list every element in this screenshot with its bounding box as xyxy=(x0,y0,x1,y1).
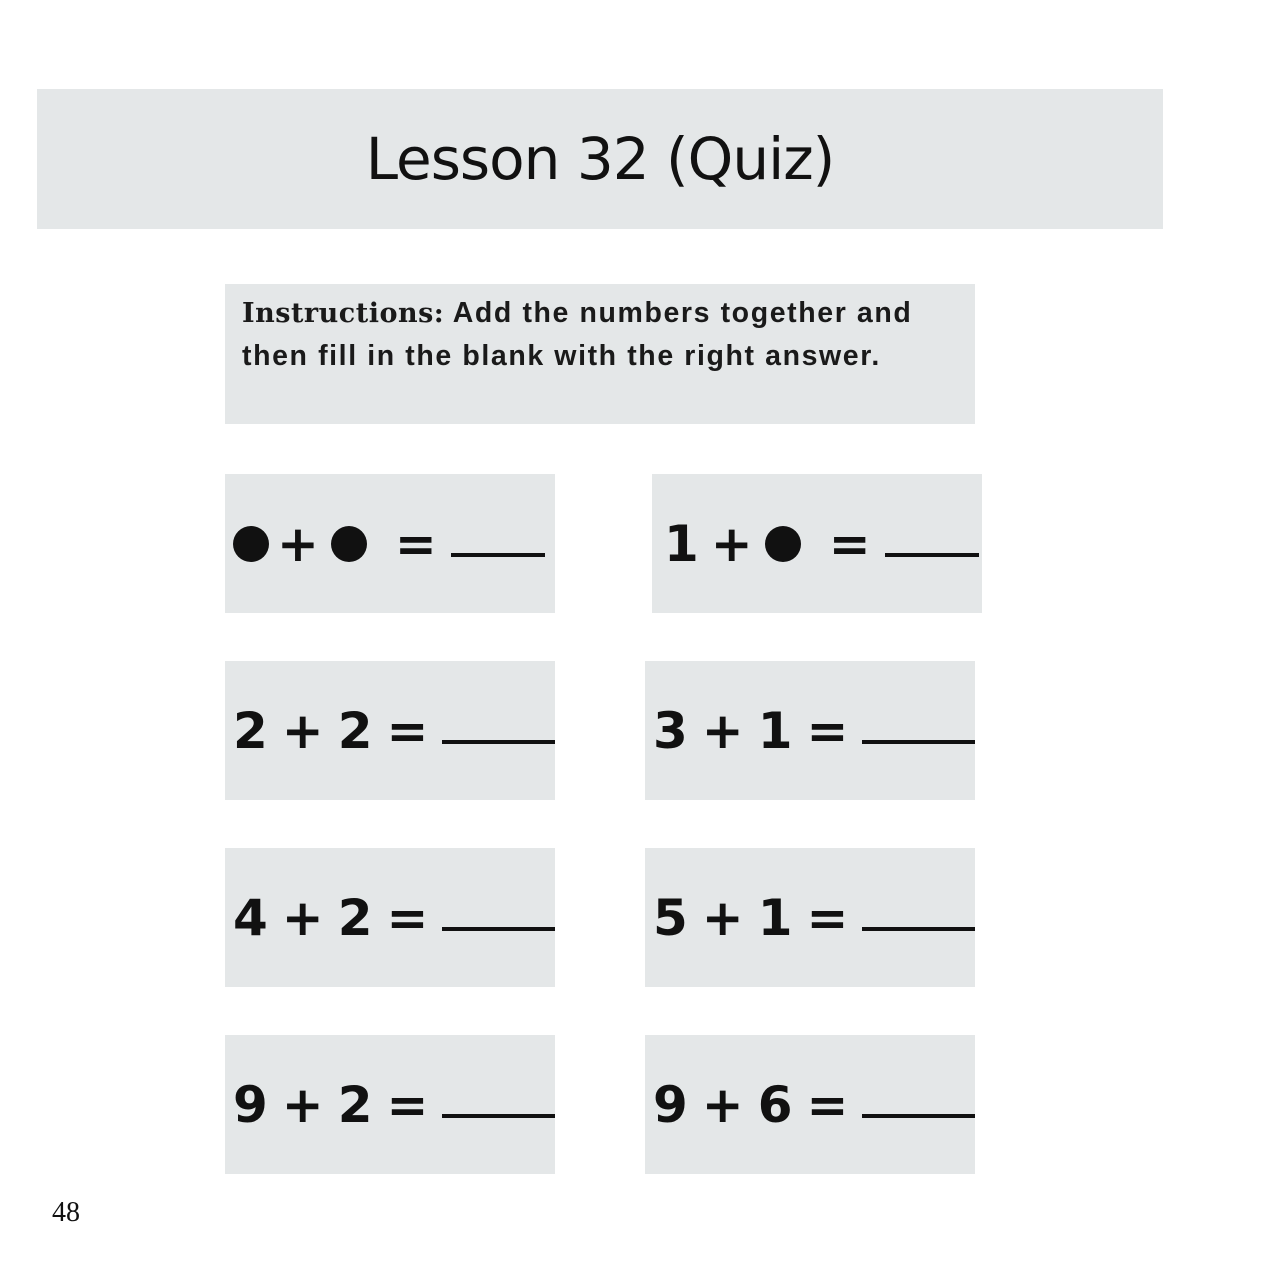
answer-blank[interactable] xyxy=(442,718,555,744)
plus-sign: + xyxy=(701,888,744,947)
instructions-text: Add the numbers together and then fill in the blank with the right answer. xyxy=(242,297,913,372)
right-operand: 6 xyxy=(757,1075,793,1134)
problem-8 xyxy=(645,1035,975,1174)
problem-1 xyxy=(225,474,555,613)
plus-sign: + xyxy=(277,514,319,573)
problem-4 xyxy=(645,661,975,800)
left-operand: 1 xyxy=(664,514,699,573)
page-number: 48 xyxy=(52,1197,80,1228)
plus-sign: + xyxy=(281,888,324,947)
problem-6 xyxy=(645,848,975,987)
answer-blank[interactable] xyxy=(862,1092,975,1118)
answer-blank[interactable] xyxy=(442,1092,555,1118)
dot-left xyxy=(233,526,269,562)
page-title: Lesson 32 (Quiz) xyxy=(365,125,835,193)
answer-blank[interactable] xyxy=(442,905,555,931)
left-operand: 3 xyxy=(653,701,688,760)
answer-blank[interactable] xyxy=(451,531,545,557)
instructions-label: Instructions: xyxy=(242,298,445,329)
equals-sign: = xyxy=(386,888,429,947)
instructions-box xyxy=(225,284,975,424)
plus-sign: + xyxy=(710,514,753,573)
equals-sign: = xyxy=(386,1075,429,1134)
right-operand: 2 xyxy=(337,701,373,760)
left-operand: 2 xyxy=(233,701,268,760)
left-operand: 4 xyxy=(233,888,268,947)
equals-sign: = xyxy=(828,514,871,573)
plus-sign: + xyxy=(281,701,324,760)
left-operand: 5 xyxy=(653,888,688,947)
equals-sign: = xyxy=(806,888,849,947)
dot-right xyxy=(765,526,801,562)
answer-blank[interactable] xyxy=(862,718,975,744)
problem-3 xyxy=(225,661,555,800)
left-operand: 9 xyxy=(653,1075,688,1134)
equals-sign: = xyxy=(394,514,437,573)
left-operand: 9 xyxy=(233,1075,268,1134)
right-operand: 1 xyxy=(757,888,793,947)
plus-sign: + xyxy=(701,701,744,760)
equals-sign: = xyxy=(806,701,849,760)
plus-sign: + xyxy=(281,1075,324,1134)
problem-5 xyxy=(225,848,555,987)
dot-right xyxy=(331,526,367,562)
answer-blank[interactable] xyxy=(862,905,975,931)
problem-2 xyxy=(652,474,982,613)
right-operand: 1 xyxy=(757,701,793,760)
equals-sign: = xyxy=(806,1075,849,1134)
answer-blank[interactable] xyxy=(885,531,979,557)
problem-7 xyxy=(225,1035,555,1174)
plus-sign: + xyxy=(701,1075,744,1134)
title-banner xyxy=(37,89,1163,229)
right-operand: 2 xyxy=(337,888,373,947)
equals-sign: = xyxy=(386,701,429,760)
right-operand: 2 xyxy=(337,1075,373,1134)
